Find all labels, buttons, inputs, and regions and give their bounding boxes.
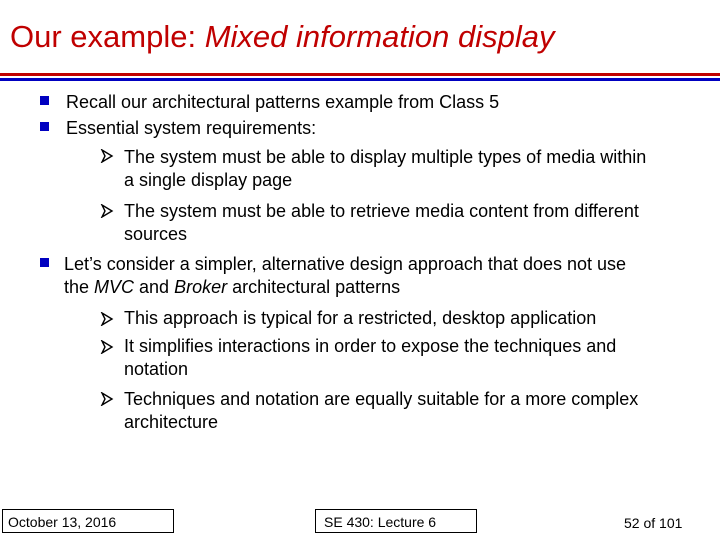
page-number: 52 of 101 [624, 515, 683, 531]
footer-lecture: SE 430: Lecture 6 [324, 514, 437, 530]
square-bullet-icon [40, 122, 49, 131]
title-rule-blue [0, 78, 720, 81]
slide-title [10, 18, 554, 55]
sub-bullet-text: Techniques and notation are equally suitable for a more complex architecture [124, 389, 639, 432]
title-rule-red [0, 73, 720, 76]
arrow-bullet-icon [100, 392, 114, 406]
arrow-bullet-icon [100, 340, 114, 354]
bullet-text: Essential system requirements: [66, 118, 317, 138]
sub-bullet-text: The system must be able to retrieve media content from different sources [124, 201, 639, 244]
title-plain: Our example: [10, 19, 205, 54]
sub-bullet-text: It simplifies interactions in order to expose the techniques and notation [124, 336, 617, 379]
sub-bullet-text: The system must be able to display multiple types of media within a single display page [124, 147, 647, 190]
bullet-text: Recall our architectural patterns example from Class 5 [66, 92, 500, 112]
arrow-bullet-icon [100, 149, 114, 163]
bullet-text: Let’s consider a simpler, alternative design approach that does not use the MVC and Broker architectural patterns [64, 254, 627, 297]
square-bullet-icon [40, 258, 49, 267]
square-bullet-icon [40, 96, 49, 105]
sub-bullet-text: This approach is typical for a restricted, desktop application [124, 308, 597, 328]
arrow-bullet-icon [100, 312, 114, 326]
arrow-bullet-icon [100, 204, 114, 218]
footer-date: October 13, 2016 [8, 514, 117, 530]
title-italic: Mixed information display [204, 19, 555, 54]
